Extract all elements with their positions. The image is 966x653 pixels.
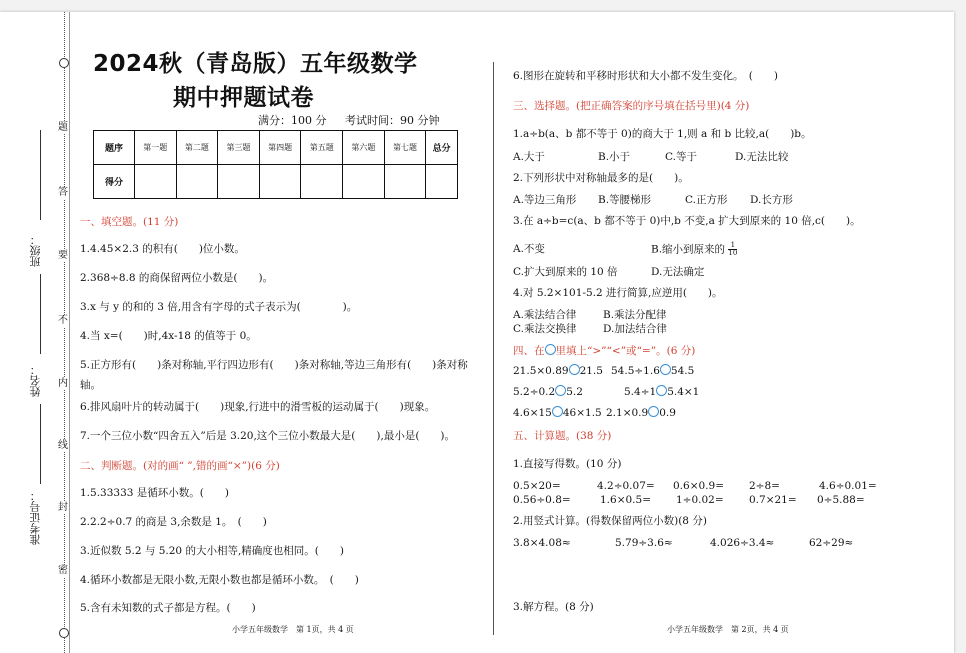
id-field-label: 准考证号：: [29, 490, 42, 545]
compare-item: [513, 406, 602, 420]
exam-title-line1: 2024秋（青岛版）五年级数学: [93, 51, 418, 77]
score-cell-empty: [426, 165, 458, 199]
score-cell: 第四题: [259, 131, 301, 165]
section-5-title: 五、计算题。(38 分): [513, 430, 612, 442]
score-table-header-row: [94, 131, 458, 165]
exam-time: 考试时间：90 分钟: [345, 114, 440, 127]
section-2-title: 二、判断题。(对的画“ ”,错的画“×”)(6 分): [80, 460, 280, 472]
calc-item: 62÷29≈: [809, 537, 854, 549]
calc-item: 0.6×0.9=: [673, 480, 724, 492]
question-text: 6.排风扇叶片的转动属于( )现象,行进中的滑雪板的运动属于( )现象。: [80, 401, 436, 413]
score-cell: 第一题: [135, 131, 177, 165]
score-cell: 第二题: [176, 131, 218, 165]
calc-item: 4.2÷0.07=: [597, 480, 655, 492]
question-text: 3.在 a÷b=c(a、b 都不等于 0)中,b 不变,a 扩大到原来的 10 倍,c( )。: [513, 215, 861, 227]
option: A.等边三角形: [513, 194, 577, 206]
option: [651, 242, 737, 257]
option: C.等于: [665, 151, 697, 163]
binding-strip: [0, 12, 74, 653]
score-cell: 第五题: [301, 131, 343, 165]
binding-circle: [59, 58, 69, 68]
question-text: 轴。: [80, 379, 101, 391]
binding-dotted-line: [64, 12, 65, 653]
fraction-numerator: 1: [728, 242, 737, 250]
score-cell-empty: [343, 165, 385, 199]
option-label: B.缩小到原来的: [651, 243, 726, 256]
option: C.正方形: [685, 194, 728, 206]
question-text: 7.一个三位小数“四舍五入”后是 3.20,这个三位小数最大是( ),最小是( )。: [80, 430, 456, 442]
question-text: 1.4.45×2.3 的积有( )位小数。: [80, 243, 245, 255]
compare-right: 21.5: [579, 365, 603, 377]
compare-left: 54.5÷1.6: [611, 365, 660, 377]
compare-circle-icon[interactable]: [648, 406, 659, 417]
compare-right: 46×1.5: [562, 407, 602, 419]
calc-item: 4.6÷0.01=: [819, 480, 877, 492]
calc-item: 2÷8=: [749, 480, 780, 492]
calc-item: 0.5×20=: [513, 480, 561, 492]
score-cell-empty: [176, 165, 218, 199]
page-footer-right: 小学五年级数学 第 2页，共 4 页: [667, 625, 789, 634]
question-text: 1.a÷b(a、b 都不等于 0)的商大于 1,则 a 和 b 比较,a( )b。: [513, 128, 812, 140]
compare-circle-icon[interactable]: [552, 406, 563, 417]
page-footer-left: 小学五年级数学 第 1页，共 4 页: [232, 625, 354, 634]
compare-item: [611, 364, 694, 378]
calc-item: 0.7×21=: [749, 494, 797, 506]
question-text: 2.用竖式计算。(得数保留两位小数)(8 分): [513, 515, 707, 527]
option: C.乘法交换律: [513, 323, 577, 335]
compare-item: [606, 406, 676, 420]
name-field-label: 姓名：: [29, 364, 42, 397]
section-4-title-a: 四、在: [513, 345, 545, 357]
binding-char: 要: [58, 250, 68, 261]
question-text: 2.368÷8.8 的商保留两位小数是( )。: [80, 272, 274, 284]
score-cell: 第六题: [343, 131, 385, 165]
question-text: 3.x 与 y 的和的 3 倍,用含有字母的式子表示为( )。: [80, 301, 358, 313]
id-field-line: [40, 404, 41, 484]
section-1-title: 一、填空题。(11 分): [80, 216, 179, 228]
score-table-score-row: [94, 165, 458, 199]
binding-circle: [59, 628, 69, 638]
compare-left: 4.6×15: [513, 407, 552, 419]
score-cell-empty: [218, 165, 260, 199]
full-score: 满分：100 分: [258, 114, 327, 127]
binding-char: 题: [58, 122, 68, 133]
compare-right: 5.4×1: [667, 386, 700, 398]
question-text: 6.图形在旋转和平移时形状和大小都不发生变化。 ( ): [513, 70, 778, 82]
calc-item: 0.56÷0.8=: [513, 494, 571, 506]
compare-circle-icon: [545, 344, 556, 355]
option: A.大于: [513, 151, 545, 163]
score-cell: 第七题: [384, 131, 426, 165]
question-text: 1.5.33333 是循环小数。( ): [80, 487, 229, 499]
compare-right: 54.5: [670, 365, 695, 377]
score-cell-empty: [259, 165, 301, 199]
compare-item: [624, 385, 699, 399]
option: D.无法确定: [651, 266, 705, 278]
question-text: 1.直接写得数。(10 分): [513, 458, 622, 470]
calc-item: 0÷5.88=: [817, 494, 865, 506]
exam-title-line2: 期中押题试卷: [173, 85, 314, 111]
option: C.扩大到原来的 10 倍: [513, 266, 618, 278]
score-table: [93, 130, 458, 199]
score-cell-empty: [301, 165, 343, 199]
calc-item: 5.79÷3.6≈: [615, 537, 673, 549]
column-divider: [493, 62, 494, 635]
question-text: 3.近似数 5.2 与 5.20 的大小相等,精确度也相同。( ): [80, 545, 344, 557]
option: A.乘法结合律: [513, 309, 577, 321]
question-text: 5.正方形有( )条对称轴,平行四边形有( )条对称轴,等边三角形有( )条对称: [80, 359, 468, 371]
compare-circle-icon[interactable]: [656, 385, 667, 396]
fraction: [728, 242, 737, 257]
compare-right: 5.2: [566, 386, 583, 398]
option: B.小于: [598, 151, 631, 163]
section-3-title: 三、选择题。(把正确答案的序号填在括号里)(4 分): [513, 100, 750, 112]
class-field-line: [40, 130, 41, 220]
question-text: 2.2.2÷0.7 的商是 3,余数是 1。 ( ): [80, 516, 267, 528]
score-cell-empty: [384, 165, 426, 199]
question-text: 4.对 5.2×101-5.2 进行简算,应逆用( )。: [513, 287, 723, 299]
compare-circle-icon[interactable]: [555, 385, 566, 396]
binding-char: 线: [58, 440, 68, 451]
binding-char: 不: [58, 315, 68, 326]
option: B.等腰梯形: [598, 194, 652, 206]
compare-item: [513, 364, 603, 378]
calc-item: 4.026÷3.4≈: [710, 537, 775, 549]
section-4-title: [513, 343, 695, 358]
calc-item: 3.8×4.08≈: [513, 537, 571, 549]
compare-left: 5.4÷1: [624, 386, 657, 398]
compare-left: 21.5×0.89: [513, 365, 569, 377]
question-text: 3.解方程。(8 分): [513, 601, 594, 613]
option: D.长方形: [750, 194, 793, 206]
calc-item: 1.6×0.5=: [600, 494, 651, 506]
calc-item: 1÷0.02=: [676, 494, 724, 506]
section-4-title-b: 里填上“>”“<”或“=”。(6 分): [555, 345, 696, 357]
question-text: 4.循环小数都是无限小数,无限小数也都是循环小数。 ( ): [80, 574, 359, 586]
name-field-line: [40, 274, 41, 354]
score-cell: 得分: [94, 165, 135, 199]
compare-left: 5.2÷0.2: [513, 386, 556, 398]
compare-left: 2.1×0.9: [606, 407, 649, 419]
compare-circle-icon[interactable]: [569, 364, 580, 375]
binding-char: 密: [58, 565, 68, 576]
score-cell: 第三题: [218, 131, 260, 165]
score-cell: 题序: [94, 131, 135, 165]
compare-circle-icon[interactable]: [660, 364, 671, 375]
question-text: 2.下列形状中对称轴最多的是( )。: [513, 172, 689, 184]
binding-char: 答: [58, 187, 68, 198]
fraction-denominator: 10: [728, 249, 738, 257]
compare-right: 0.9: [659, 407, 676, 419]
score-cell: 总分: [426, 131, 458, 165]
option: A.不变: [513, 243, 545, 255]
binding-solid-line: [69, 12, 70, 653]
option: B.乘法分配律: [603, 309, 667, 321]
option: D.无法比较: [735, 151, 789, 163]
score-cell-empty: [135, 165, 177, 199]
binding-char: 封: [58, 502, 68, 513]
question-text: 5.含有未知数的式子都是方程。( ): [80, 602, 256, 614]
question-text: 4.当 x=( )时,4x-18 的值等于 0。: [80, 330, 257, 342]
exam-paper: [0, 12, 954, 653]
class-field-label: 班级：: [29, 234, 42, 267]
binding-char: 内: [58, 378, 68, 389]
option: D.加法结合律: [603, 323, 667, 335]
compare-item: [513, 385, 583, 399]
